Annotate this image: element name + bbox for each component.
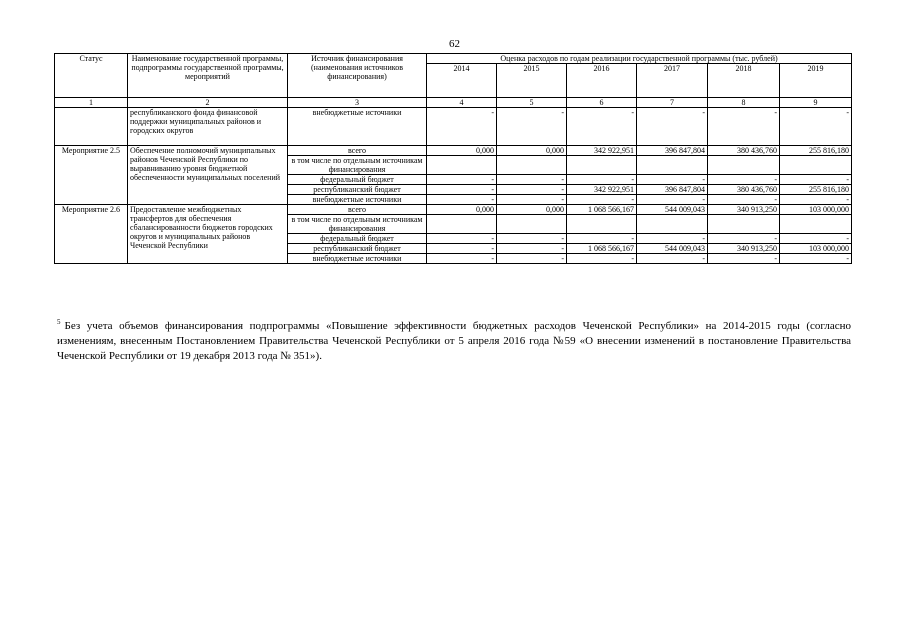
name-cell: Обеспечение полномочий муниципальных районов Чеченской Республики по выравниванию уровня бюджетной обеспеченности муниципальных поселений <box>128 146 288 205</box>
table-row <box>55 108 852 146</box>
value-cell: - <box>637 254 708 264</box>
value-cell <box>497 215 567 234</box>
value-cell: 342 922,951 <box>567 146 637 156</box>
footnote-marker: 5 <box>57 318 61 326</box>
value-cell <box>427 215 497 234</box>
column-number: 4 <box>427 98 497 108</box>
value-cell: 544 009,043 <box>637 244 708 254</box>
header-year: 2016 <box>567 64 637 98</box>
header-source: Источник финансирования (наименования источников финансирования) <box>288 54 427 98</box>
value-cell: - <box>497 185 567 195</box>
column-number: 6 <box>567 98 637 108</box>
value-cell: - <box>427 108 497 146</box>
value-cell: - <box>497 195 567 205</box>
header-name: Наименование государственной программы, подпрограммы государственной программы, мероприятий <box>128 54 288 98</box>
value-cell: - <box>708 108 780 146</box>
value-cell: 0,000 <box>497 205 567 215</box>
value-cell <box>497 156 567 175</box>
source-cell: федеральный бюджет <box>288 175 427 185</box>
name-cell: республиканского фонда финансовой поддержки муниципальных районов и городских округов <box>128 108 288 146</box>
value-cell: 255 816,180 <box>780 146 852 156</box>
value-cell: 396 847,804 <box>637 185 708 195</box>
source-cell: внебюджетные источники <box>288 195 427 205</box>
value-cell <box>637 156 708 175</box>
source-cell: республиканский бюджет <box>288 185 427 195</box>
source-cell: всего <box>288 205 427 215</box>
source-cell: в том числе по отдельным источникам финансирования <box>288 156 427 175</box>
value-cell: - <box>497 254 567 264</box>
header-row-top <box>55 54 852 64</box>
value-cell: - <box>637 108 708 146</box>
value-cell <box>427 156 497 175</box>
value-cell: - <box>780 234 852 244</box>
value-cell: 103 000,000 <box>780 244 852 254</box>
value-cell <box>780 156 852 175</box>
status-cell: Мероприятие 2.6 <box>55 205 128 264</box>
value-cell: - <box>497 175 567 185</box>
value-cell: 342 922,951 <box>567 185 637 195</box>
value-cell: 380 436,760 <box>708 185 780 195</box>
header-year: 2014 <box>427 64 497 98</box>
value-cell: - <box>427 195 497 205</box>
footnote <box>57 315 851 364</box>
value-cell: - <box>637 195 708 205</box>
value-cell: - <box>708 254 780 264</box>
status-cell: Мероприятие 2.5 <box>55 146 128 205</box>
value-cell <box>708 156 780 175</box>
value-cell: - <box>567 108 637 146</box>
value-cell: - <box>427 234 497 244</box>
value-cell <box>567 215 637 234</box>
column-number-row <box>55 98 852 108</box>
value-cell: - <box>567 195 637 205</box>
column-number: 8 <box>708 98 780 108</box>
status-cell <box>55 108 128 146</box>
source-cell: всего <box>288 146 427 156</box>
header-year: 2018 <box>708 64 780 98</box>
value-cell: - <box>497 244 567 254</box>
value-cell <box>780 215 852 234</box>
value-cell: - <box>708 175 780 185</box>
header-estimate: Оценка расходов по годам реализации государственной программы (тыс. рублей) <box>427 54 852 64</box>
value-cell: - <box>567 175 637 185</box>
value-cell: 0,000 <box>497 146 567 156</box>
value-cell: - <box>567 234 637 244</box>
value-cell: 0,000 <box>427 146 497 156</box>
value-cell: - <box>708 195 780 205</box>
value-cell: - <box>567 254 637 264</box>
value-cell <box>637 215 708 234</box>
value-cell: 1 068 566,167 <box>567 244 637 254</box>
source-cell: федеральный бюджет <box>288 234 427 244</box>
value-cell: - <box>637 175 708 185</box>
value-cell: - <box>780 175 852 185</box>
value-cell: 380 436,760 <box>708 146 780 156</box>
column-number: 7 <box>637 98 708 108</box>
column-number: 5 <box>497 98 567 108</box>
value-cell: 340 913,250 <box>708 205 780 215</box>
value-cell: - <box>708 234 780 244</box>
value-cell: - <box>497 234 567 244</box>
value-cell: 1 068 566,167 <box>567 205 637 215</box>
header-year: 2019 <box>780 64 852 98</box>
column-number: 9 <box>780 98 852 108</box>
value-cell: 0,000 <box>427 205 497 215</box>
name-cell: Предоставление межбюджетных трансфертов для обеспечения сбалансированности бюджетов городских округов и муниципальных районов Чеченской Республики <box>128 205 288 264</box>
value-cell: - <box>497 108 567 146</box>
value-cell: - <box>427 244 497 254</box>
value-cell: - <box>637 234 708 244</box>
value-cell: - <box>427 175 497 185</box>
value-cell: - <box>780 195 852 205</box>
footnote-text: Без учета объемов финансирования подпрограммы «Повышение эффективности бюджетных расходов Чеченской Республики» на 2014-2015 годы (согласно изменениям, внесенным Постановлением Правительства Чеченской Республики от 5 апреля 2016 года №59 «О внесении изменений в постановление Правительства Чеченской Республики от 19 декабря 2013 года № 351»). <box>57 320 851 362</box>
budget-table <box>54 53 852 264</box>
column-number: 3 <box>288 98 427 108</box>
table-row <box>55 205 852 215</box>
value-cell: - <box>780 254 852 264</box>
header-status: Статус <box>55 54 128 98</box>
value-cell: 255 816,180 <box>780 185 852 195</box>
column-number: 2 <box>128 98 288 108</box>
source-cell: внебюджетные источники <box>288 254 427 264</box>
header-year: 2015 <box>497 64 567 98</box>
source-cell: республиканский бюджет <box>288 244 427 254</box>
value-cell: 340 913,250 <box>708 244 780 254</box>
value-cell: 396 847,804 <box>637 146 708 156</box>
value-cell: - <box>780 108 852 146</box>
value-cell: - <box>427 185 497 195</box>
source-cell: в том числе по отдельным источникам финансирования <box>288 215 427 234</box>
page-number: 62 <box>449 38 460 50</box>
column-number: 1 <box>55 98 128 108</box>
value-cell: 103 000,000 <box>780 205 852 215</box>
value-cell <box>567 156 637 175</box>
source-cell: внебюджетные источники <box>288 108 427 146</box>
value-cell <box>708 215 780 234</box>
value-cell: 544 009,043 <box>637 205 708 215</box>
header-year: 2017 <box>637 64 708 98</box>
value-cell: - <box>427 254 497 264</box>
table-row <box>55 146 852 156</box>
